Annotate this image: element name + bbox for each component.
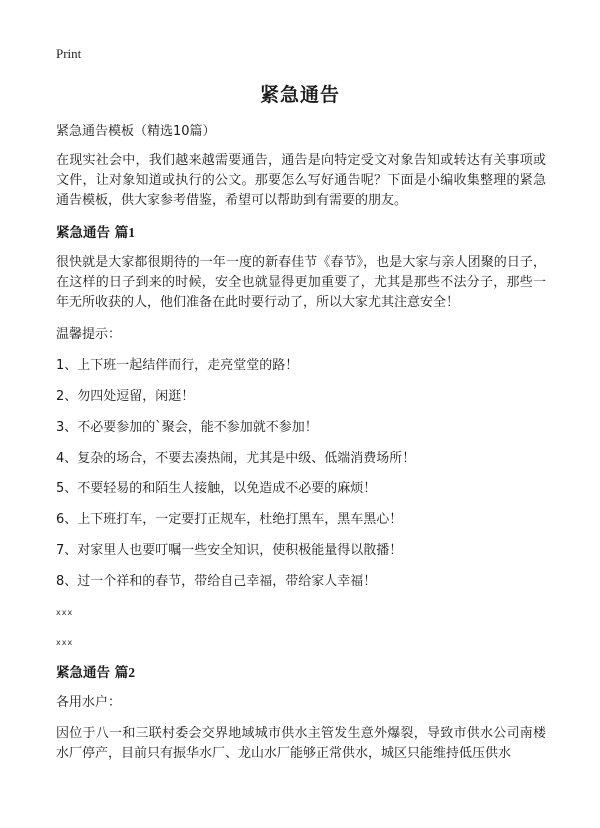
section-heading-number: 2 xyxy=(128,665,135,681)
separator-text: xxx xyxy=(56,608,74,618)
document-body xyxy=(56,122,546,776)
separator-text: xxx xyxy=(56,638,74,648)
section-heading-text: 紧急通告 篇 xyxy=(56,665,129,682)
document-subtitle: 紧急通告模板（精选10篇） xyxy=(56,124,216,139)
salutation: 各用水户： xyxy=(56,695,122,711)
section-heading-1 xyxy=(56,223,546,243)
section-heading-text: 紧急通告 篇 xyxy=(56,225,129,241)
document-title: 紧急通告 xyxy=(259,84,340,106)
intro-paragraph: 在现实社会中，我们越来越需要通告，通告是向特定受文对象告知或转达有关事项或文件，让对象知道或执行的公文。那要怎么写好通告呢？下面是小编收集整理的紧急通告模板，供大家参考借鉴，希望可以帮助到有需要的朋友。 xyxy=(56,153,546,208)
list-item: 2、勿四处逗留，闲逛！ xyxy=(56,388,195,404)
tip-label: 温馨提示： xyxy=(56,327,122,342)
list-item: 4、复杂的场合，不要去凑热闹，尤其是中级、低端消费场所！ xyxy=(56,450,416,466)
list-item: 6、上下班打车，一定要打正规车，杜绝打黑车，黑车黑心！ xyxy=(56,512,403,528)
section-2-paragraph: 因位于八一和三联村委会交界地域城市供水主管发生意外爆裂，导致市供水公司南楼水厂停产，目前只有振华水厂、龙山水厂能够正常供水，城区只能维持低压供水 xyxy=(56,725,546,761)
print-link[interactable]: Print xyxy=(56,46,82,61)
list-item: 3、不必要参加的`聚会，能不参加就不参加！ xyxy=(56,419,318,435)
list-item: 7、对家里人也要叮嘱一些安全知识，使积极能量得以散播！ xyxy=(56,543,403,559)
section-heading-2 xyxy=(56,663,546,683)
list-item: 8、过一个祥和的春节，带给自己幸福，带给家人幸福！ xyxy=(56,574,377,590)
section-1-paragraph: 很快就是大家都很期待的一年一度的新春佳节《春节》，也是大家与亲人团聚的日子，在这样的日子到来的时候，安全也就显得更加重要了，尤其是那些不法分子，那些一年无所收获的人，他们准备在此时要行动了，所以大家尤其注意安全！ xyxy=(56,255,546,310)
list-item: 5、不要轻易的和陌生人接触，以免造成不必要的麻烦！ xyxy=(56,481,377,497)
list-item: 1、上下班一起结伴而行，走亮堂堂的路！ xyxy=(56,357,299,373)
section-heading-number: 1 xyxy=(128,225,135,240)
